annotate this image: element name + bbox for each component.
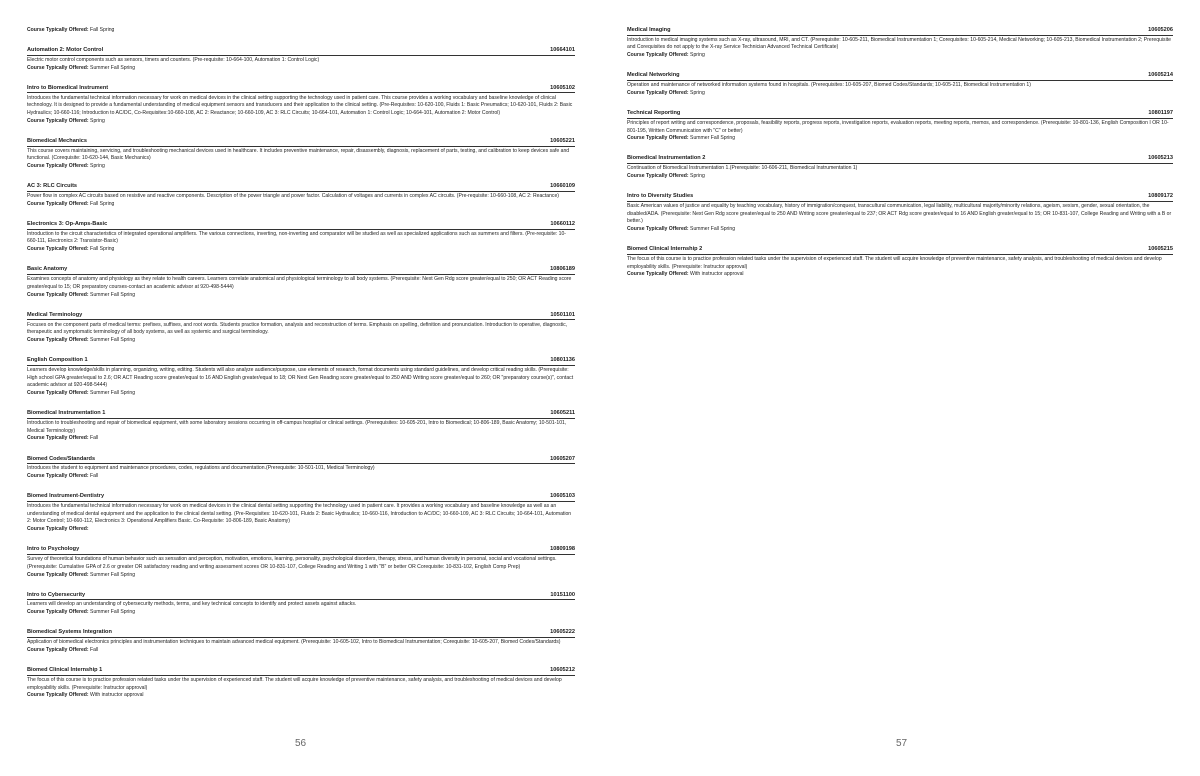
course-title: Intro to Biomedical Instrument: [27, 84, 109, 91]
course-entry: [27, 357, 575, 397]
offered-value: Summer Fall Spring: [90, 336, 136, 343]
course-title: Intro to Psychology: [27, 546, 80, 553]
offered-label: Course Typically Offered:: [27, 646, 89, 653]
course-header: [627, 110, 1173, 119]
course-offered: [627, 226, 1173, 234]
course-entry: [27, 410, 575, 443]
course-entry: [627, 155, 1173, 180]
offered-value: Summer Fall Spring: [90, 571, 136, 578]
course-description: Principles of report writing and correspondence, proposals, feasibility reports, progress reports, investigation reports, evaluation reports, meeting reports, memos, and correspondence. (Prerequisite: 10-801-136, English Composition I OR 10-801-195, Written Communication with "C" or better): [627, 119, 1169, 134]
offered-label: Course Typically Offered:: [27, 117, 89, 124]
course-title: Electronics 3: Op-Amps-Basic: [27, 220, 108, 227]
course-offered: [627, 135, 1173, 143]
offered-value: Spring: [690, 52, 705, 59]
course-header: [27, 546, 575, 555]
course-entry: [27, 493, 575, 533]
course-entry: [27, 221, 575, 254]
course-entry: [27, 546, 575, 579]
offered-label: Course Typically Offered:: [27, 609, 89, 616]
course-code: 10801136: [550, 357, 575, 364]
course-header: [627, 193, 1173, 202]
offered-label: Course Typically Offered:: [27, 435, 89, 442]
offered-label: Course Typically Offered:: [27, 390, 89, 396]
offered-value: Spring: [690, 172, 705, 179]
offered-label: Course Typically Offered:: [27, 571, 89, 578]
page-number-left: 56: [295, 738, 307, 749]
course-code: 10806189: [550, 266, 575, 273]
course-entry: [627, 110, 1173, 143]
course-title: Medical Terminology: [27, 311, 83, 318]
offered-label: Course Typically Offered:: [27, 246, 89, 253]
course-description: Basic American values of justice and equality by teaching vocabulary, history of immigration/conquest, transcultural communication, legal liability, multicultural majority/minority relations, ageism, sexism, gender, sexual orientation, the disabled/ADA. (Prerequisite: Next Gen Rdg score greater/equal to 250 AND Writing score greater/equal to 237; OR ACT Rdg score greater/equal to 16 AND English greater/equal to 15; OR 10-831-107, College Reading and Writing with a B or better.): [627, 202, 1172, 225]
course-title: Basic Anatomy: [27, 266, 68, 273]
course-code: 10605206: [1148, 27, 1173, 33]
course-offered: [27, 692, 575, 700]
course-description: This course covers maintaining, servicing, and troubleshooting mechanical devices used in healthcare. It includes preventive maintenance, repair, disassembly, diagnosis, replacement of parts, testing, and calibration to keep devices safe and functional. (Corequisite: 10-620-144, Basic Mechanics): [27, 147, 570, 162]
course-description: Learners develop knowledge/skills in planning, organizing, writing, editing. Students will also analyze audience/purpose, use elements of research, format documents using standard guidelines, and develop critical reading skills. (Prerequisite: High school GPA greater/equal to 2.6; OR ACT Reading score greater/equal to 16 AND English greater/equal to 18; OR Next Gen Reading score greater/equal to 250 AND Writing score greater/equal to 260; OR "preparatory course(s)", contact academic advisor at 920-498-5444): [27, 366, 574, 389]
offered-value: Summer Fall Spring: [90, 64, 136, 71]
offered-value: Fall: [90, 435, 99, 442]
course-description: Focuses on the component parts of medical terms: prefixes, suffixes, and root words. Students practice formation, analysis and reconstruction of terms. Emphasis on spelling, definition and pronunciation. Introduction to operative, diagnostic, therapeutic and symptomatic terminology of all body systems, as well as systemic and surgical terminology.: [27, 321, 568, 336]
course-title: Biomed Instrument-Dentistry: [27, 493, 105, 500]
course-code: 10605211: [550, 410, 575, 417]
course-description: Electric motor control components such as sensors, timers and counters. (Pre-requisite: 10-664-100, Automation 1: Control Logic): [27, 56, 320, 63]
course-title: Automation 2: Motor Control: [27, 47, 104, 54]
course-description: Application of biomedical electronics principles and instrumentation techniques to maintain advanced medical equipment. (Prerequisite: 10-605-102, Intro to Biomedical Instrumentation; Corequisite: 10-605-207, Biomed Codes/Standards): [27, 639, 561, 646]
course-code: 10801197: [1148, 110, 1173, 117]
course-description: The focus of this course is to practice profession related tasks under the supervision of experienced staff. The student will acquire knowledge of preventive maintenance, safety analysis, and troubleshooting of medical devices and develop employability skills. (Prerequisite: Instructor approval): [627, 255, 1162, 270]
course-offered: [27, 647, 575, 655]
offered-label: Course Typically Offered:: [627, 172, 689, 179]
course-offered: [27, 65, 575, 73]
course-header: [627, 72, 1173, 81]
course-entry: [27, 312, 575, 345]
course-header: [27, 667, 575, 676]
course-offered: [627, 271, 1173, 279]
course-header: [27, 493, 575, 502]
course-offered: [27, 609, 575, 617]
course-offered: [27, 292, 575, 300]
course-header: [27, 85, 575, 94]
offered-value: Summer Fall Spring: [90, 291, 136, 298]
offered-label: Course Typically Offered:: [627, 89, 689, 96]
course-entry: [27, 183, 575, 208]
course-entry: [27, 667, 575, 700]
course-offered: [27, 201, 575, 209]
course-offered: [27, 526, 575, 534]
offered-value: Summer Fall Spring: [90, 390, 136, 396]
course-title: Biomed Clinical Internship 1: [27, 667, 103, 674]
course-header: [627, 27, 1173, 36]
course-header: [27, 221, 575, 230]
course-header: [27, 47, 575, 56]
course-code: 10605214: [1148, 72, 1173, 79]
course-title: Medical Imaging: [627, 27, 671, 33]
course-title: Biomedical Systems Integration: [27, 629, 112, 636]
course-entry: [627, 246, 1173, 279]
course-entry: [27, 456, 575, 481]
course-entry: [627, 27, 1173, 60]
offered-label: Course Typically Offered:: [627, 52, 689, 59]
course-header: [27, 357, 575, 366]
offered-label: Course Typically Offered:: [27, 336, 89, 343]
course-code: 10664101: [550, 47, 575, 54]
course-title: Biomedical Mechanics: [27, 137, 87, 144]
course-code: 10605215: [1148, 246, 1173, 253]
course-code: 10605222: [550, 629, 575, 636]
course-description: Introduction to troubleshooting and repair of biomedical equipment, with some laboratory sessions occurring in off-campus hospital or clinical settings. (Prerequisites: 10-605-201, Intro to Biomedical; 10-806-189, Basic Anatomy; 10-501-101, Medical Terminology): [27, 419, 567, 434]
course-offered: [27, 435, 575, 443]
offered-label: Course Typically Offered:: [27, 526, 89, 533]
course-description: Learners will develop an understanding of cybersecurity methods, terms, and key technical concepts to identify and protect assets against attacks.: [27, 601, 357, 608]
offered-label: Course Typically Offered:: [627, 271, 689, 278]
course-description: Introduces the fundamental technical information necessary for work on medical devices in the clinical dental setting supporting the technology used in patient care. It provides a working vocabulary and baseline knowledge as well as an understanding of medical dental equipment and the application to the clinical dental setting. (Pre-Requisites: 10-620-101, Fluids 2: Basic Hydraulics; 10-660-116, Introduction to AC/DC; 10-660-109, AC 3: RLC Circuits; 10-664-101, Automation 2: Motor Control; 10-660-112, Electronics 3: Operational Amplifiers Basic. Co-Requisite: 10-806-189, Basic Anatomy): [27, 503, 572, 525]
offered-value: With instructor approval: [690, 271, 744, 278]
course-header: [627, 246, 1173, 255]
offered-value: With instructor approval: [90, 692, 144, 699]
course-header: [27, 456, 575, 465]
offered-label: Course Typically Offered:: [27, 291, 89, 298]
right-course-list: [627, 27, 1173, 292]
offered-label: Course Typically Offered:: [27, 163, 89, 170]
offered-value: Fall Spring: [90, 246, 115, 253]
course-entry: [27, 138, 575, 171]
course-title: English Composition 1: [27, 357, 88, 364]
course-code: 10809198: [550, 546, 575, 553]
course-description: Survey of theoretical foundations of human behavior such as sensation and perception, motivation, emotions, learning, personality, psychological disorders, therapy, stress, and human diversity in personal, social and vocational settings. (Prerequisite: Cumulative GPA of 2.6 or greater OR satisfactory reading and writing assessment scores OR 10-831-107, College Reading and Writing 1 with "B" or better OR Corequisite: 10-831-102, English Comp Prep): [27, 556, 557, 570]
course-offered: [27, 473, 575, 481]
course-description: Introduction to the circuit characteristics of integrated operational amplifiers. The various connections, inverting, non-inverting and comparator will be studied as well as specialized applications such as summers and filters. (Pre-requisite: 10-660-111, Electronics 2: Transistor-Basic): [27, 230, 566, 245]
course-header: [627, 155, 1173, 164]
course-entry: [27, 266, 575, 299]
course-code: 10809172: [1148, 193, 1173, 200]
course-header: [27, 629, 575, 638]
offered-value: Summer Fall Spring: [690, 135, 736, 142]
course-description: The focus of this course is to practice profession related tasks under the supervision of experienced staff. The student will acquire knowledge of preventive maintenance, safety analysis, and troubleshooting of medical devices and develop employability skills. (Prerequisite: Instructor approval): [27, 676, 562, 691]
course-offered: [27, 246, 575, 254]
course-header: [27, 312, 575, 321]
page-number-right: 57: [896, 738, 908, 749]
course-title: Biomed Codes/Standards: [27, 455, 96, 462]
offered-label: Course Typically Offered:: [27, 64, 89, 71]
course-offered: [627, 173, 1173, 181]
course-title: AC 3: RLC Circuits: [27, 183, 78, 190]
course-description: Continuation of Biomedical Instrumentation 1.(Prerequisite: 10-606-211, Biomedical Instrumentation 1): [627, 165, 858, 172]
course-header: [27, 266, 575, 275]
offered-label: Course Typically Offered:: [627, 225, 689, 232]
course-description: Introduces the student to equipment and maintenance procedures, codes, regulations and documentation.(Prerequisite: 10-501-101, Medical Terminology): [27, 465, 375, 472]
offered-label: Course Typically Offered:: [27, 473, 89, 480]
course-title: Technical Reporting: [627, 110, 681, 117]
left-course-list: [27, 27, 575, 712]
offered-label: Course Typically Offered:: [627, 135, 689, 142]
course-code: 10605212: [550, 667, 575, 674]
course-description: Operation and maintenance of networked information systems found in hospitals. (Prerequisites: 10-605-207, Biomed Codes/Standards; 10-605-211, Biomedical Instrumentation 1): [627, 82, 1031, 89]
course-title: Biomedical Instrumentation 2: [627, 155, 706, 162]
course-offered: [627, 90, 1173, 98]
course-description: Introduction to medical imaging systems such as X-ray, ultrasound, MRI, and CT. (Prerequisite: 10-605-211, Biomedical Instrumentation 1; Corequisites: 10-605-214, Medical Networking; 10-605-213, Biomedical Instrumentation 2; Prerequisite and Corequisites do not apply to the X-ray Service Technician Advanced Technical Certificate): [627, 36, 1171, 51]
course-code: 10605103: [550, 493, 575, 500]
course-title: Biomedical Instrumentation 1: [27, 410, 106, 417]
right-page: [627, 0, 1173, 776]
course-entry: [27, 629, 575, 654]
course-header: [27, 592, 575, 601]
offered-value: Spring: [90, 117, 105, 124]
course-code: 10605213: [1148, 155, 1173, 162]
offered-value: Spring: [90, 163, 105, 170]
course-title: Intro to Cybersecurity: [27, 591, 86, 598]
course-offered: [27, 390, 575, 398]
course-header: [27, 138, 575, 147]
course-entry: [27, 85, 575, 125]
course-code: 10660112: [550, 220, 575, 227]
course-description: Introduces the fundamental technical information necessary for work on medical devices in the clinical setting supporting the technology used in patient care. This course provides a working vocabulary and baseline knowledge of clinical technology. It is designed to provide a fundamental understanding of medical equipment sensors and transducers and their application to the clinical setting. (Pre-Requisites: 10-620-100, Fluids 1: Basic Pneumatics; 10-620-101, Fluids 2: Basic Hydraulics; 10-660-116; Introduction to AC/DC, Co-Requisites:10-660-108, AC 2: Reactance; 10-660-109, AC 3: RLC Circuits; 10-664-101, Automation 1: Control Logic; 10-664-101, Automation 2: Motor Control): [27, 94, 573, 117]
course-code: 10605207: [550, 455, 575, 462]
offered-value: Fall: [90, 473, 99, 480]
course-description: Examines concepts of anatomy and physiology as they relate to health careers. Learners correlate anatomical and physiological terminology to all body systems. (Prerequisite: Next Gen Rdg score greater/equal to 250; OR ACT Reading score greater/equal to 15; OR preparatory courses-contact an academic advisor at 920-498-5444): [27, 276, 572, 290]
course-entry: [627, 72, 1173, 97]
first-course-offered: Course Typically Offered: Fall Spring: [27, 27, 115, 33]
course-entry: [27, 47, 575, 72]
course-code: 10151100: [550, 591, 575, 598]
course-code: 10660109: [550, 183, 575, 190]
course-code: 10501101: [550, 311, 575, 318]
offered-value: Fall: [90, 646, 99, 653]
course-title: Medical Networking: [627, 72, 680, 79]
course-offered: [27, 572, 575, 580]
offered-label: Course Typically Offered:: [27, 200, 89, 207]
offered-label: Course Typically Offered:: [27, 692, 89, 699]
course-header: [27, 410, 575, 419]
course-header: [27, 183, 575, 192]
course-entry: [627, 193, 1173, 233]
course-entry: [27, 592, 575, 617]
course-offered: [27, 163, 575, 171]
course-offered: [627, 52, 1173, 60]
offered-value: Fall Spring: [90, 200, 115, 207]
course-offered: [27, 337, 575, 345]
left-page: [27, 0, 575, 776]
course-title: Intro to Diversity Studies: [627, 193, 694, 200]
offered-value: Spring: [690, 89, 705, 96]
course-code: 10605102: [550, 84, 575, 91]
offered-value: Summer Fall Spring: [690, 225, 736, 232]
course-code: 10605221: [550, 137, 575, 144]
course-title: Biomed Clinical Internship 2: [627, 246, 703, 253]
offered-value: Summer Fall Spring: [90, 609, 136, 616]
course-offered: [27, 118, 575, 126]
course-description: Power flow in complex AC circuits based on resistive and reactive components. Description of the power triangle and power factor. Calculation of voltages and currents in complex AC circuits. (Pre-requisite: 10-660-108, AC 2: Reactance): [27, 193, 559, 200]
